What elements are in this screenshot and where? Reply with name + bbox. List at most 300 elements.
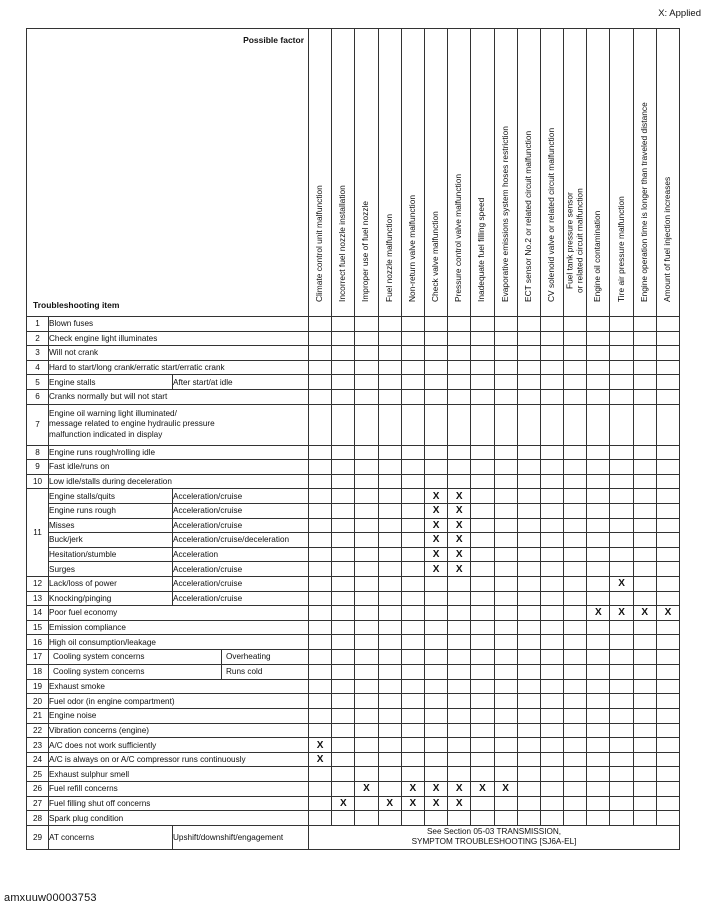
factor-cell (517, 518, 540, 533)
factor-header (355, 29, 378, 317)
factor-cell (633, 723, 656, 738)
factor-cell (564, 649, 587, 664)
factor-cell (401, 649, 424, 664)
factor-cell (332, 576, 355, 591)
factor-cell (355, 679, 378, 694)
factor-cell (448, 389, 471, 404)
troubleshooting-item: Emission compliance (49, 620, 309, 635)
factor-cell (587, 767, 610, 782)
factor-cell (587, 576, 610, 591)
factor-cell (332, 679, 355, 694)
factor-cell (633, 489, 656, 504)
table-row (27, 591, 680, 606)
applied-mark: X (424, 489, 447, 504)
factor-cell (587, 562, 610, 577)
factor-cell (401, 445, 424, 460)
factor-cell (656, 562, 679, 577)
factor-cell (587, 679, 610, 694)
factor-cell (610, 489, 633, 504)
factor-cell (517, 679, 540, 694)
applied-mark: X (633, 606, 656, 621)
factor-cell (309, 679, 332, 694)
factor-cell (448, 346, 471, 361)
factor-cell (424, 709, 447, 724)
factor-cell (471, 317, 494, 332)
troubleshooting-item: Will not crank (49, 346, 309, 361)
factor-cell (517, 620, 540, 635)
factor-cell (656, 620, 679, 635)
factor-cell (656, 767, 679, 782)
troubleshooting-item: Engine noise (49, 709, 309, 724)
condition: Upshift/downshift/engagement (173, 825, 309, 849)
applied-mark: X (471, 782, 494, 797)
factor-cell (610, 389, 633, 404)
factor-cell (633, 445, 656, 460)
row-number: 29 (27, 825, 49, 849)
row-number: 3 (27, 346, 49, 361)
factor-cell (610, 460, 633, 475)
troubleshooting-item: Knocking/pinging (49, 591, 173, 606)
factor-cell (633, 767, 656, 782)
factor-cell (494, 547, 517, 562)
factor-cell (656, 709, 679, 724)
factor-cell (656, 576, 679, 591)
factor-cell (378, 547, 401, 562)
factor-cell (540, 767, 563, 782)
factor-cell (401, 591, 424, 606)
row-number: 28 (27, 811, 49, 826)
factor-cell (610, 782, 633, 797)
row-number: 21 (27, 709, 49, 724)
factor-cell (610, 591, 633, 606)
troubleshooting-item: Cranks normally but will not start (49, 389, 309, 404)
factor-label: Inadequate fuel filling speed (476, 198, 487, 303)
factor-cell (517, 796, 540, 811)
factor-cell (424, 404, 447, 445)
factor-cell (517, 360, 540, 375)
applied-mark: X (448, 489, 471, 504)
factor-cell (540, 620, 563, 635)
factor-cell (378, 503, 401, 518)
factor-cell (587, 620, 610, 635)
table-row (27, 782, 680, 797)
factor-cell (540, 635, 563, 650)
factor-cell (633, 635, 656, 650)
factor-cell (401, 547, 424, 562)
factor-cell (656, 635, 679, 650)
factor-cell (633, 738, 656, 753)
troubleshooting-item: Vibration concerns (engine) (49, 723, 309, 738)
factor-cell (587, 489, 610, 504)
factor-cell (355, 360, 378, 375)
factor-cell (424, 360, 447, 375)
factor-cell (309, 460, 332, 475)
factor-cell (448, 694, 471, 709)
factor-cell (378, 767, 401, 782)
factor-cell (424, 474, 447, 489)
factor-cell (355, 317, 378, 332)
factor-cell (564, 331, 587, 346)
factor-cell (610, 562, 633, 577)
factor-cell (633, 346, 656, 361)
troubleshooting-item: Poor fuel economy (49, 606, 309, 621)
factor-cell (564, 738, 587, 753)
factor-cell (540, 360, 563, 375)
factor-cell (540, 562, 563, 577)
factor-cell (564, 796, 587, 811)
factor-cell (633, 694, 656, 709)
factor-cell (332, 547, 355, 562)
table-row (27, 679, 680, 694)
applied-mark: X (448, 562, 471, 577)
factor-cell (564, 389, 587, 404)
factor-cell (656, 518, 679, 533)
factor-cell (424, 738, 447, 753)
factor-cell (378, 694, 401, 709)
factor-cell (448, 723, 471, 738)
factor-cell (424, 389, 447, 404)
factor-cell (332, 533, 355, 548)
factor-cell (309, 694, 332, 709)
factor-cell (471, 635, 494, 650)
factor-cell (564, 591, 587, 606)
factor-cell (494, 562, 517, 577)
factor-cell (540, 518, 563, 533)
row-number: 9 (27, 460, 49, 475)
factor-cell (517, 576, 540, 591)
factor-cell (633, 518, 656, 533)
factor-cell (540, 389, 563, 404)
factor-cell (332, 389, 355, 404)
applied-mark: X (401, 782, 424, 797)
factor-cell (540, 723, 563, 738)
factor-cell (494, 723, 517, 738)
troubleshooting-table (26, 28, 680, 850)
factor-cell (448, 752, 471, 767)
factor-cell (517, 346, 540, 361)
factor-cell (401, 694, 424, 709)
factor-cell (656, 375, 679, 390)
factor-cell (564, 811, 587, 826)
table-row (27, 606, 680, 621)
factor-cell (540, 606, 563, 621)
factor-cell (378, 709, 401, 724)
factor-cell (424, 694, 447, 709)
troubleshooting-item: Exhaust sulphur smell (49, 767, 309, 782)
factor-cell (587, 709, 610, 724)
factor-cell (378, 591, 401, 606)
table-row (27, 811, 680, 826)
factor-cell (309, 547, 332, 562)
factor-cell (540, 404, 563, 445)
table-row (27, 346, 680, 361)
factor-cell (633, 317, 656, 332)
factor-cell (587, 404, 610, 445)
applied-mark: X (424, 503, 447, 518)
factor-cell (494, 404, 517, 445)
factor-cell (656, 317, 679, 332)
factor-cell (587, 694, 610, 709)
factor-cell (309, 562, 332, 577)
factor-cell (656, 649, 679, 664)
row-number: 17 (27, 649, 49, 664)
factor-cell (309, 723, 332, 738)
factor-cell (401, 752, 424, 767)
factor-cell (448, 445, 471, 460)
factor-cell (633, 547, 656, 562)
factor-cell (309, 635, 332, 650)
factor-cell (332, 811, 355, 826)
factor-cell (656, 389, 679, 404)
factor-cell (610, 796, 633, 811)
table-row (27, 489, 680, 504)
row-number: 19 (27, 679, 49, 694)
factor-cell (587, 752, 610, 767)
factor-cell (309, 445, 332, 460)
factor-cell (378, 518, 401, 533)
condition: After start/at idle (173, 375, 309, 390)
factor-cell (633, 533, 656, 548)
condition: Acceleration/cruise (173, 591, 309, 606)
factor-cell (494, 360, 517, 375)
factor-cell (309, 317, 332, 332)
troubleshooting-item: Check engine light illuminates (49, 331, 309, 346)
factor-cell (424, 331, 447, 346)
factor-cell (424, 576, 447, 591)
factor-cell (656, 664, 679, 679)
factor-header (401, 29, 424, 317)
factor-cell (517, 709, 540, 724)
factor-cell (401, 404, 424, 445)
row-number: 11 (27, 489, 49, 577)
factor-cell (540, 796, 563, 811)
factor-cell (494, 694, 517, 709)
applied-mark: X (448, 782, 471, 797)
factor-cell (401, 389, 424, 404)
row-number: 5 (27, 375, 49, 390)
factor-cell (471, 404, 494, 445)
factor-cell (564, 445, 587, 460)
factor-cell (633, 331, 656, 346)
applied-mark: X (355, 782, 378, 797)
factor-cell (656, 360, 679, 375)
applied-mark: X (424, 782, 447, 797)
factor-cell (471, 752, 494, 767)
factor-cell (355, 389, 378, 404)
table-row (27, 533, 680, 548)
table-row (27, 460, 680, 475)
factor-cell (564, 474, 587, 489)
factor-cell (471, 360, 494, 375)
factor-cell (517, 664, 540, 679)
factor-cell (332, 620, 355, 635)
factor-cell (633, 796, 656, 811)
factor-cell (587, 738, 610, 753)
factor-cell (471, 796, 494, 811)
factor-cell (587, 811, 610, 826)
factor-cell (633, 389, 656, 404)
factor-cell (355, 620, 378, 635)
troubleshooting-item: Blown fuses (49, 317, 309, 332)
factor-cell (332, 591, 355, 606)
factor-cell (610, 503, 633, 518)
factor-cell (610, 664, 633, 679)
factor-cell (332, 752, 355, 767)
troubleshooting-item: Exhaust smoke (49, 679, 309, 694)
factor-cell (494, 331, 517, 346)
factor-cell (355, 518, 378, 533)
factor-cell (448, 317, 471, 332)
factor-cell (656, 752, 679, 767)
factor-cell (401, 317, 424, 332)
factor-cell (587, 375, 610, 390)
table-row (27, 694, 680, 709)
table-row (27, 474, 680, 489)
row-number: 2 (27, 331, 49, 346)
factor-cell (656, 796, 679, 811)
factor-cell (309, 474, 332, 489)
applied-mark: X (587, 606, 610, 621)
factor-cell (378, 738, 401, 753)
factor-cell (471, 346, 494, 361)
row-number: 18 (27, 664, 49, 679)
factor-cell (610, 375, 633, 390)
factor-cell (633, 375, 656, 390)
factor-cell (633, 752, 656, 767)
factor-cell (332, 664, 355, 679)
row-number: 26 (27, 782, 49, 797)
factor-cell (610, 346, 633, 361)
factor-cell (540, 474, 563, 489)
factor-cell (309, 811, 332, 826)
troubleshooting-item: Misses (49, 518, 173, 533)
factor-cell (332, 346, 355, 361)
factor-cell (471, 767, 494, 782)
factor-cell (633, 576, 656, 591)
factor-cell (309, 664, 332, 679)
factor-cell (633, 503, 656, 518)
factor-cell (378, 533, 401, 548)
factor-cell (517, 752, 540, 767)
factor-header (656, 29, 679, 317)
factor-cell (448, 620, 471, 635)
factor-cell (564, 606, 587, 621)
factor-cell (355, 331, 378, 346)
factor-cell (564, 346, 587, 361)
factor-cell (656, 723, 679, 738)
factor-cell (610, 404, 633, 445)
factor-label: Climate control unit malfunction (314, 185, 325, 303)
factor-cell (401, 346, 424, 361)
factor-cell (401, 360, 424, 375)
factor-cell (471, 331, 494, 346)
factor-cell (401, 331, 424, 346)
row-number: 12 (27, 576, 49, 591)
factor-cell (656, 346, 679, 361)
table-row (27, 331, 680, 346)
factor-cell (587, 664, 610, 679)
factor-cell (633, 664, 656, 679)
factor-cell (633, 360, 656, 375)
factor-cell (424, 346, 447, 361)
factor-cell (540, 694, 563, 709)
factor-cell (332, 562, 355, 577)
factor-cell (332, 445, 355, 460)
factor-cell (610, 709, 633, 724)
factor-cell (401, 606, 424, 621)
factor-cell (355, 723, 378, 738)
factor-cell (309, 649, 332, 664)
factor-cell (309, 404, 332, 445)
factor-cell (471, 389, 494, 404)
factor-cell (540, 547, 563, 562)
applied-mark: X (424, 518, 447, 533)
row-number: 16 (27, 635, 49, 650)
factor-cell (610, 635, 633, 650)
factor-cell (355, 767, 378, 782)
factor-cell (587, 474, 610, 489)
factor-cell (332, 489, 355, 504)
row-number: 7 (27, 404, 49, 445)
factor-cell (564, 664, 587, 679)
factor-cell (633, 679, 656, 694)
factor-cell (378, 460, 401, 475)
table-row (27, 576, 680, 591)
condition: Acceleration/cruise (173, 576, 309, 591)
factor-cell (517, 606, 540, 621)
factor-cell (471, 811, 494, 826)
factor-cell (401, 489, 424, 504)
condition: Acceleration/cruise (173, 503, 309, 518)
factor-cell (656, 331, 679, 346)
factor-cell (448, 649, 471, 664)
factor-cell (424, 767, 447, 782)
factor-cell (401, 635, 424, 650)
factor-cell (610, 811, 633, 826)
factor-label: Incorrect fuel nozzle installation (337, 185, 348, 303)
row-number: 23 (27, 738, 49, 753)
factor-cell (633, 649, 656, 664)
factor-cell (494, 445, 517, 460)
factor-cell (378, 317, 401, 332)
factor-label: Fuel nozzle malfunction (383, 214, 394, 303)
factor-cell (378, 782, 401, 797)
factor-header (610, 29, 633, 317)
factor-cell (656, 404, 679, 445)
factor-label: CV solenoid valve or related circuit malfunction (546, 128, 557, 303)
factor-cell (610, 547, 633, 562)
factor-cell (378, 606, 401, 621)
factor-cell (448, 460, 471, 475)
factor-cell (540, 709, 563, 724)
factor-cell (540, 346, 563, 361)
factor-cell (471, 503, 494, 518)
factor-cell (517, 562, 540, 577)
factor-cell (494, 752, 517, 767)
factor-label: Improper use of fuel nozzle (360, 201, 371, 303)
applied-mark: X (401, 796, 424, 811)
factor-cell (610, 360, 633, 375)
condition: Acceleration/cruise/deceleration (173, 533, 309, 548)
factor-cell (587, 547, 610, 562)
factor-cell (471, 445, 494, 460)
factor-cell (332, 460, 355, 475)
factor-cell (517, 389, 540, 404)
factor-cell (448, 811, 471, 826)
factor-cell (564, 620, 587, 635)
factor-cell (378, 404, 401, 445)
factor-cell (564, 489, 587, 504)
